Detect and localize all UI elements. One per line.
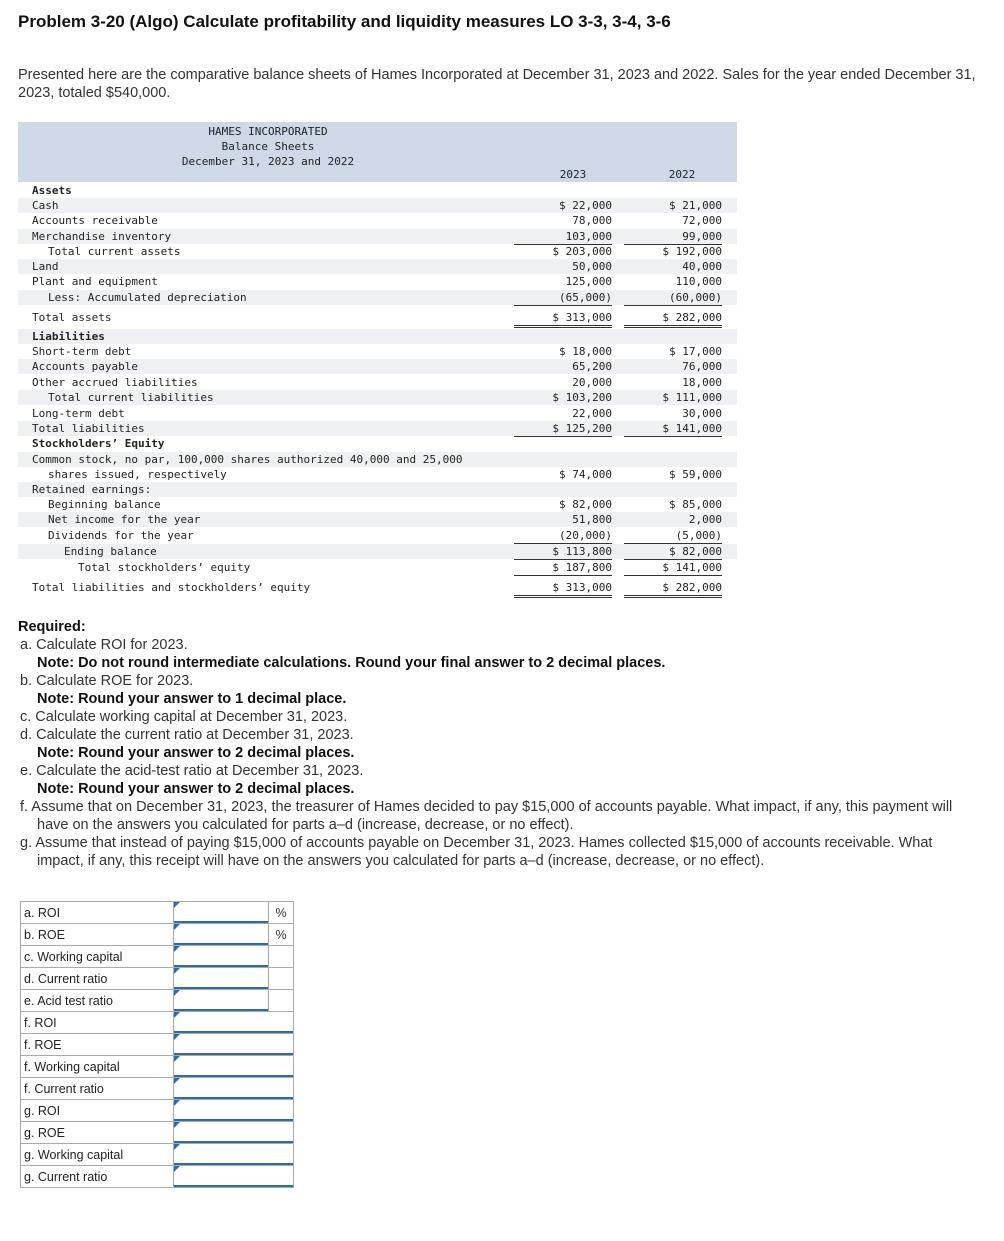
working-capital-input[interactable] (174, 946, 268, 967)
required-b-note: Note: Round your answer to 1 decimal place. (37, 691, 347, 707)
value-2022: 110,000 (675, 275, 722, 288)
row-label: Common stock, no par, 100,000 shares authorized 40,000 and 25,000 (32, 453, 463, 466)
bs-row (18, 259, 737, 274)
row-label: Net income for the year (48, 513, 201, 526)
row-label: Merchandise inventory (32, 230, 172, 243)
bs-row (18, 467, 737, 482)
required-a: a. Calculate ROI for 2023. (20, 637, 188, 653)
row-label: Total stockholders’ equity (78, 561, 251, 574)
statement-name: Balance Sheets (221, 140, 315, 153)
answer-label: b. ROE (21, 924, 174, 946)
value-2023: $ 103,200 (552, 391, 612, 404)
bs-row (18, 244, 737, 259)
row-label: Total current liabilities (48, 391, 214, 404)
value-2022: $ 192,000 (662, 245, 722, 258)
answer-label: f. ROI (21, 1012, 174, 1034)
problem-intro: Presented here are the comparative balance sheets of Hames Incorporated at December 31, 2023 and 2022. Sales for the year ended December 31, 2023, totaled $540,000. (18, 67, 976, 101)
row-label: Total liabilities and stockholders’ equity (32, 581, 311, 594)
input-marker-icon (174, 1166, 180, 1172)
value-2022: $ 17,000 (669, 345, 722, 358)
input-marker-icon (174, 924, 180, 930)
row-label: Beginning balance (48, 498, 161, 511)
input-marker-icon (174, 1100, 180, 1106)
value-2023: 78,000 (572, 214, 612, 227)
current-ratio-input[interactable] (174, 968, 268, 989)
required-d-note: Note: Round your answer to 2 decimal places. (37, 745, 355, 761)
value-2023: 51,800 (572, 513, 612, 526)
value-2023: $ 125,200 (514, 421, 612, 437)
bs-row (18, 560, 737, 575)
bs-row (18, 406, 737, 421)
answer-row (21, 968, 294, 990)
value-2023: (20,000) (514, 528, 612, 544)
input-marker-icon (174, 968, 180, 974)
value-2022: $ 82,000 (624, 544, 722, 560)
value-2022: $ 141,000 (624, 560, 722, 576)
answer-label: f. ROE (21, 1034, 174, 1056)
bs-row (18, 452, 737, 467)
answer-label: g. ROE (21, 1122, 174, 1144)
answer-row (21, 1012, 294, 1034)
value-2022: 99,000 (624, 229, 722, 245)
required-a-note: Note: Do not round intermediate calculations. Round your final answer to 2 decimal places. (37, 655, 666, 671)
value-2022: 72,000 (682, 214, 722, 227)
required-b: b. Calculate ROE for 2023. (20, 673, 194, 689)
value-2023: $ 18,000 (559, 345, 612, 358)
row-label: Short-term debt (32, 345, 132, 358)
answer-label: g. Current ratio (21, 1166, 174, 1188)
row-label: Other accrued liabilities (32, 376, 198, 389)
bs-row (18, 274, 737, 289)
input-marker-icon (174, 1078, 180, 1084)
value-2023: $ 203,000 (552, 245, 612, 258)
required-d: d. Calculate the current ratio at December 31, 2023. (20, 727, 354, 743)
answer-cell (174, 1122, 294, 1144)
required-heading: Required: (18, 619, 86, 635)
value-2023: (65,000) (514, 290, 612, 306)
answer-cell (174, 924, 269, 946)
value-2022: (5,000) (624, 528, 722, 544)
bs-row (18, 310, 737, 325)
value-2023: $ 74,000 (559, 468, 612, 481)
f-current-ratio-select[interactable] (174, 1078, 293, 1099)
bs-row (18, 375, 737, 390)
row-label: Accounts receivable (32, 214, 158, 227)
value-2022: 30,000 (624, 406, 722, 422)
answer-cell (174, 1056, 294, 1078)
answer-label: e. Acid test ratio (21, 990, 174, 1012)
value-2022: $ 141,000 (624, 421, 722, 437)
value-2022: $ 282,000 (624, 310, 722, 328)
answer-label: f. Current ratio (21, 1078, 174, 1100)
answer-row (21, 1056, 294, 1078)
bs-row (18, 544, 737, 559)
value-2022: $ 282,000 (624, 580, 722, 598)
f-working-capital-select[interactable] (174, 1056, 293, 1077)
input-marker-icon (174, 990, 180, 996)
value-2023: 65,200 (572, 360, 612, 373)
statement-date: December 31, 2023 and 2022 (181, 155, 355, 168)
row-label: Land (32, 260, 59, 273)
answer-row (21, 946, 294, 968)
value-2022: $ 21,000 (669, 199, 722, 212)
bs-row (18, 198, 737, 213)
year-header (518, 122, 737, 182)
bs-row (18, 512, 737, 527)
f-roi-select[interactable] (174, 1012, 293, 1033)
value-2023: 103,000 (514, 229, 612, 245)
balance-sheet-header (18, 122, 518, 182)
required-c: c. Calculate working capital at December 31, 2023. (20, 709, 348, 725)
input-marker-icon (174, 1144, 180, 1150)
row-label: Assets (32, 184, 72, 197)
row-label: shares issued, respectively (48, 468, 227, 481)
percent-unit: % (269, 924, 294, 946)
row-label: Total assets (32, 311, 112, 324)
percent-unit: % (269, 902, 294, 924)
roi-input[interactable] (174, 902, 268, 923)
bs-row (18, 528, 737, 543)
answer-cell (174, 902, 269, 924)
answer-cell (174, 1100, 294, 1122)
value-2023: $ 313,000 (514, 580, 612, 598)
answer-cell (174, 1034, 294, 1056)
value-2022: 40,000 (682, 260, 722, 273)
bs-row (18, 436, 737, 451)
answer-label: f. Working capital (21, 1056, 174, 1078)
answer-cell (174, 990, 269, 1012)
answer-cell (174, 1144, 294, 1166)
unit-cell (269, 968, 294, 990)
row-label: Total current assets (48, 245, 181, 258)
value-2022: 2,000 (688, 513, 722, 526)
required-e: e. Calculate the acid-test ratio at December 31, 2023. (20, 763, 364, 779)
row-label: Long-term debt (32, 407, 125, 420)
answer-row (21, 1078, 294, 1100)
row-label: Accounts payable (32, 360, 138, 373)
value-2022: $ 111,000 (662, 391, 722, 404)
input-marker-icon (174, 1012, 180, 1018)
value-2023: $ 113,800 (514, 544, 612, 560)
answer-label: d. Current ratio (21, 968, 174, 990)
acid-test-ratio-input[interactable] (174, 990, 268, 1011)
value-2023: $ 82,000 (559, 498, 612, 511)
bs-row (18, 183, 737, 198)
row-label: Liabilities (32, 330, 105, 343)
g-roe-select[interactable] (174, 1122, 293, 1143)
bs-row (18, 213, 737, 228)
bs-row (18, 329, 737, 344)
answer-cell (174, 1078, 294, 1100)
bs-row (18, 359, 737, 374)
bs-row (18, 482, 737, 497)
bs-row (18, 580, 737, 595)
required-e-note: Note: Round your answer to 2 decimal places. (37, 781, 355, 797)
roe-input[interactable] (174, 924, 268, 945)
problem-title: Problem 3-20 (Algo) Calculate profitability and liquidity measures LO 3-3, 3-4, 3-6 (18, 12, 671, 31)
row-label: Stockholders’ Equity (32, 437, 165, 450)
g-current-ratio-select[interactable] (174, 1166, 293, 1187)
g-working-capital-select[interactable] (174, 1144, 293, 1165)
answer-label: c. Working capital (21, 946, 174, 968)
answer-label: g. Working capital (21, 1144, 174, 1166)
answer-row (21, 1166, 294, 1188)
required-g: g. Assume that instead of paying $15,000 of accounts payable on December 31, 2023. Hames collected $15,000 of accounts receivable. What impact, if any, this receipt will have on the answers you calculated for parts a–d (increase, decrease, or no effect). (20, 835, 933, 869)
answer-cell (174, 1166, 294, 1188)
row-label: Less: Accumulated depreciation (48, 291, 247, 304)
value-2022: $ 59,000 (669, 468, 722, 481)
col-2022: 2022 (668, 168, 696, 181)
required-section (18, 618, 978, 870)
value-2022: $ 85,000 (669, 498, 722, 511)
input-marker-icon (174, 1056, 180, 1062)
bs-row (18, 497, 737, 512)
value-2023: 22,000 (514, 406, 612, 422)
g-roi-select[interactable] (174, 1100, 293, 1121)
answer-row (21, 990, 294, 1012)
row-label: Cash (32, 199, 59, 212)
answer-row (21, 902, 294, 924)
row-label: Total liabilities (32, 422, 145, 435)
answer-row (21, 1122, 294, 1144)
input-marker-icon (174, 1122, 180, 1128)
value-2023: 50,000 (572, 260, 612, 273)
bs-row (18, 421, 737, 436)
company-name: HAMES INCORPORATED (208, 125, 328, 138)
f-roe-select[interactable] (174, 1034, 293, 1055)
input-marker-icon (174, 946, 180, 952)
bs-row (18, 290, 737, 305)
unit-cell (269, 990, 294, 1012)
answer-table (20, 901, 294, 1188)
value-2022: (60,000) (624, 290, 722, 306)
input-marker-icon (174, 1034, 180, 1040)
row-label: Retained earnings: (32, 483, 152, 496)
answer-row (21, 924, 294, 946)
col-2023: 2023 (559, 168, 587, 181)
answer-row (21, 1034, 294, 1056)
value-2023: $ 313,000 (514, 310, 612, 328)
value-2023: $ 187,800 (514, 560, 612, 576)
row-label: Ending balance (64, 545, 157, 558)
bs-row (18, 229, 737, 244)
answer-row (21, 1100, 294, 1122)
row-label: Plant and equipment (32, 275, 158, 288)
answer-cell (174, 1012, 294, 1034)
bs-row (18, 390, 737, 405)
unit-cell (269, 946, 294, 968)
required-f: f. Assume that on December 31, 2023, the treasurer of Hames decided to pay $15,000 of accounts payable. What impact, if any, this payment will have on the answers you calculated for parts a–d (increase, decrease, or no effect). (20, 799, 953, 833)
bs-row (18, 344, 737, 359)
answer-cell (174, 946, 269, 968)
value-2023: 125,000 (565, 275, 612, 288)
answer-cell (174, 968, 269, 990)
answer-label: g. ROI (21, 1100, 174, 1122)
value-2023: 20,000 (514, 375, 612, 391)
input-marker-icon (174, 902, 180, 908)
value-2022: 76,000 (682, 360, 722, 373)
answer-row (21, 1144, 294, 1166)
row-label: Dividends for the year (48, 529, 194, 542)
value-2022: 18,000 (624, 375, 722, 391)
answer-label: a. ROI (21, 902, 174, 924)
value-2023: $ 22,000 (559, 199, 612, 212)
